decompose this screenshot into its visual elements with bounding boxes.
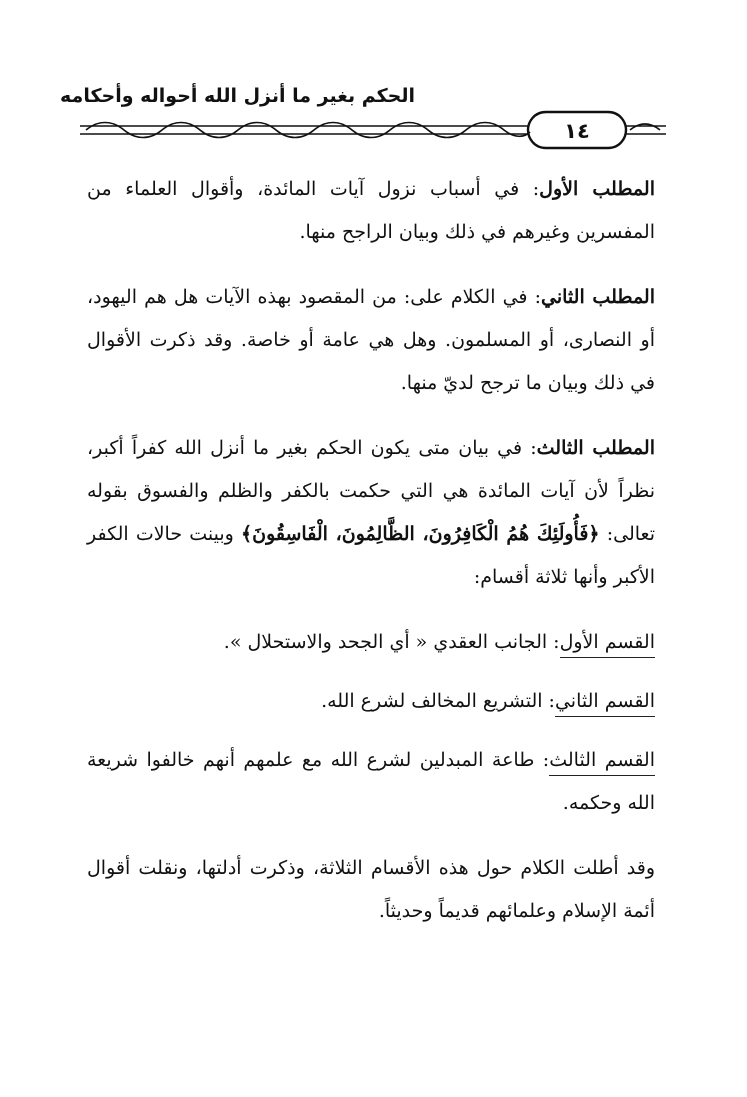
section-2 bbox=[87, 276, 655, 405]
division-1 bbox=[87, 621, 655, 664]
division-3-label: القسم الثالث bbox=[549, 749, 655, 776]
division-1-label: القسم الأول bbox=[560, 631, 655, 658]
division-2 bbox=[87, 680, 655, 723]
section-3-text-before: : في بيان متى يكون الحكم بغير ما أنزل الله كفراً أكبر، نظراً لأن آيات المائدة هي التي حكمت بالكفر والظلم والفسوق بقوله تعالى: bbox=[87, 437, 655, 545]
section-3 bbox=[87, 427, 655, 599]
section-2-text: : في الكلام على: من المقصود بهذه الآيات هل هم اليهود، أو النصارى، أو المسلمون. وهل هي عامة أو خاصة. وقد ذكرت الأقوال في ذلك وبيان ما ترجح لديّ منها. bbox=[87, 286, 655, 394]
section-1 bbox=[87, 168, 655, 254]
section-3-label: المطلب الثالث bbox=[536, 437, 655, 459]
body-text bbox=[87, 168, 655, 955]
page-number: ١٤ bbox=[564, 119, 590, 143]
running-title: الحكم بغير ما أنزل الله أحواله وأحكامه bbox=[60, 85, 415, 107]
section-1-text: : في أسباب نزول آيات المائدة، وأقوال العلماء من المفسرين وغيرهم في ذلك وبيان الراجح منها. bbox=[87, 178, 655, 243]
division-2-label: القسم الثاني bbox=[555, 690, 655, 717]
section-2-label: المطلب الثاني bbox=[541, 286, 655, 308]
section-1-label: المطلب الأول bbox=[539, 178, 655, 200]
quran-verse: ﴿فَأُولَئِكَ هُمُ الْكَافِرُونَ، الظَّالِمُونَ، الْفَاسِقُونَ﴾ bbox=[241, 523, 600, 545]
closing-paragraph: وقد أطلت الكلام حول هذه الأقسام الثلاثة، وذكرت أدلتها، ونقلت أقوال أئمة الإسلام وعلمائهم قديماً وحديثاً. bbox=[87, 857, 655, 922]
header-ornament bbox=[78, 104, 668, 154]
section-3-text-after: وبينت حالات الكفر الأكبر وأنها ثلاثة أقسام: bbox=[87, 523, 655, 588]
division-1-text: : الجانب العقدي « أي الجحد والاستحلال ». bbox=[223, 631, 560, 653]
division-3-text: : طاعة المبدلين لشرع الله مع علمهم أنهم خالفوا شريعة الله وحكمه. bbox=[87, 749, 655, 814]
division-3 bbox=[87, 739, 655, 825]
division-2-text: : التشريع المخالف لشرع الله. bbox=[321, 690, 555, 712]
